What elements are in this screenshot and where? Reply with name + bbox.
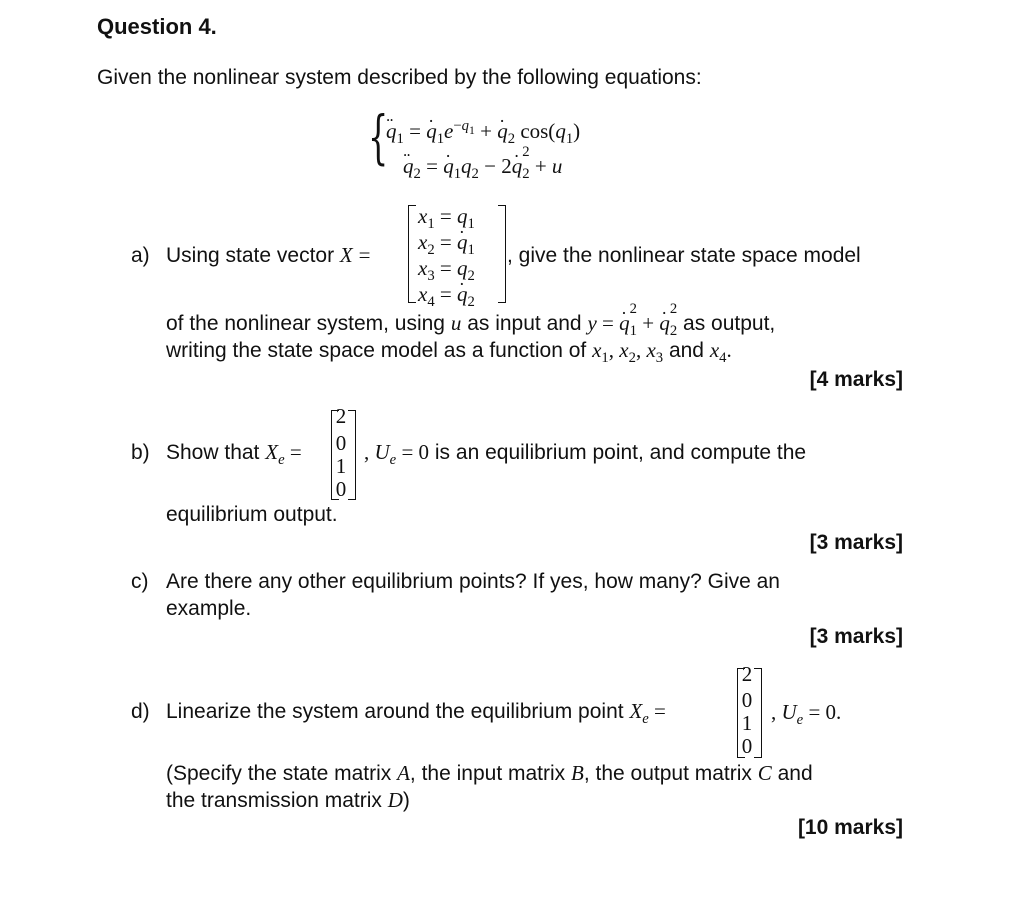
equilibrium-vector-b-entry-2: 0 bbox=[335, 431, 347, 455]
part-b-label: b) bbox=[131, 441, 150, 464]
question-title: Question 4. bbox=[97, 14, 217, 39]
equilibrium-vector-b-entry-4: 0 bbox=[335, 477, 347, 501]
part-d-marks: [10 marks] bbox=[797, 816, 903, 839]
part-a-label: a) bbox=[131, 244, 150, 267]
part-d-line-3-pre: the transmission matrix bbox=[166, 789, 382, 812]
state-vector-row-4: $x_4$ = ˙ $q_2$ bbox=[418, 284, 475, 305]
equation-1: ¨ $q_1$ = ˙ $q_1e^{-q_1}$ + ˙ $q_2$ $\cos(q_1)$ bbox=[386, 121, 580, 142]
part-a-line-2: of the nonlinear system, using u as input and y = ˙ q $_{2 1}$ + ˙ q $_{2 2}$ as output, bbox=[166, 313, 775, 334]
equilibrium-vector-d-entry-2: 0 bbox=[741, 688, 753, 712]
part-c-marks: [3 marks] bbox=[809, 625, 903, 648]
part-d-text-1-content: Linearize the system around the equilibrium point bbox=[166, 700, 624, 723]
part-c-line-1: Are there any other equilibrium points? If yes, how many? Give an bbox=[166, 570, 780, 593]
part-d-text-1: Linearize the system around the equilibrium point $X_e$ = bbox=[166, 699, 666, 728]
part-d-label: d) bbox=[131, 700, 150, 723]
intro-text: Given the nonlinear system described by the following equations: bbox=[97, 66, 702, 89]
part-a-line-2-post: as output, bbox=[683, 312, 776, 335]
part-a-line-3-and: and bbox=[668, 339, 704, 362]
equilibrium-vector-d-entry-1: 2 bbox=[741, 662, 753, 686]
equilibrium-vector-d-right-bracket bbox=[754, 668, 762, 758]
part-b-text-1-content: Show that bbox=[166, 441, 260, 464]
equation-brace: { bbox=[368, 103, 389, 171]
part-b-line-2: equilibrium output. bbox=[166, 503, 338, 526]
part-b-text-1: Show that $X_e$ = bbox=[166, 440, 302, 469]
part-a-line-2-pre: of the nonlinear system, using bbox=[166, 312, 445, 335]
state-vector-left-bracket bbox=[408, 205, 416, 303]
equilibrium-vector-b-entry-1: 2 bbox=[335, 404, 347, 428]
equation-2: ¨ $q_2$ = ˙ $q_1q_2$ − 2˙ q $_{2 2}$ + u bbox=[403, 156, 562, 177]
part-d-line-3-post: ) bbox=[402, 789, 410, 812]
part-a-marks: [4 marks] bbox=[809, 368, 903, 391]
equilibrium-vector-d-entry-3: 1 bbox=[741, 711, 753, 735]
state-vector-row-1: $x_1 = q_1$ bbox=[418, 204, 475, 233]
state-vector-right-bracket bbox=[498, 205, 506, 303]
part-a-text-2: , give the nonlinear state space model bbox=[507, 244, 861, 267]
part-a-line-2-mid: as input and bbox=[467, 312, 582, 335]
part-b-text-2-content: is an equilibrium point, and compute the bbox=[434, 441, 807, 464]
part-a-line-3-pre: writing the state space model as a function of bbox=[166, 339, 587, 362]
part-c-line-2: example. bbox=[166, 597, 252, 620]
part-a-text-1-content: Using state vector bbox=[166, 244, 335, 267]
state-vector-row-2: $x_2$ = ˙ $q_1$ bbox=[418, 232, 475, 253]
part-a-line-3: writing the state space model as a function of $x_1$, $x_2$, $x_3$ and $x_4$. bbox=[166, 338, 732, 367]
part-b-text-2: , $U_e = 0$ is an equilibrium point, and compute the bbox=[364, 440, 807, 469]
part-d-line-2-mid2: , the output matrix bbox=[583, 762, 752, 785]
part-b-marks: [3 marks] bbox=[809, 531, 903, 554]
part-d-line-3: the transmission matrix D) bbox=[166, 788, 410, 812]
equilibrium-vector-d-entry-4: 0 bbox=[741, 734, 753, 758]
part-d-line-2-post: and bbox=[777, 762, 813, 785]
equilibrium-vector-b-right-bracket bbox=[348, 410, 356, 500]
state-vector-row-3: $x_3 = q_2$ bbox=[418, 256, 475, 285]
part-d-line-2-pre: (Specify the state matrix bbox=[166, 762, 392, 785]
part-d-line-2: (Specify the state matrix A, the input matrix B, the output matrix C and bbox=[166, 761, 813, 785]
part-d-line-2-mid1: , the input matrix bbox=[409, 762, 566, 785]
part-a-text-1: Using state vector X = bbox=[166, 243, 371, 267]
part-c-label: c) bbox=[131, 570, 149, 593]
part-d-ue: , $U_e = 0$. bbox=[771, 700, 842, 729]
equilibrium-vector-b-entry-3: 1 bbox=[335, 454, 347, 478]
